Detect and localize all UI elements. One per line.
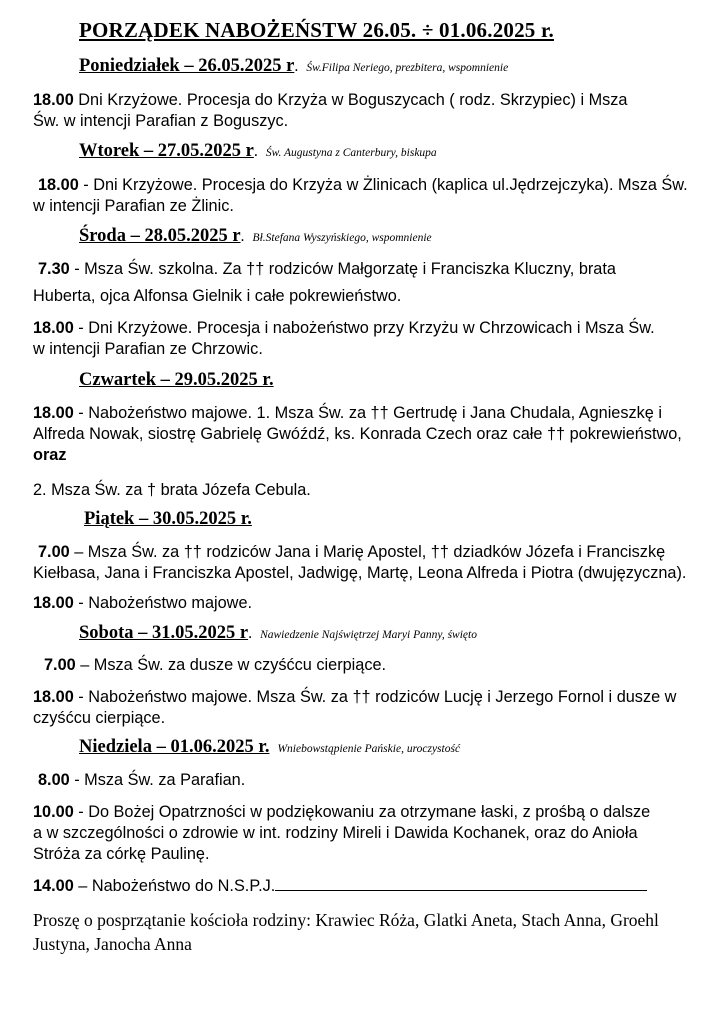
entry-text-line-1: – Nabożeństwo do N.S.P.J. [73,877,276,895]
entry-thursday-second-mass [33,480,693,501]
day-name: Poniedziałek – 26.05.2025 r [79,56,295,76]
day-note: Św.Filipa Neriego, prezbitera, wspomnienie [306,62,509,74]
entry-text-line-1: - Nabożeństwo majowe. Msza Św. za †† rodziców Lucję i Jerzego Fornol i dusze w [73,688,677,706]
day-header-friday [84,509,252,530]
entry-text-line-1: - Msza Św. za Parafian. [69,771,246,789]
entry-text-line-3: oraz [33,446,67,464]
entry-time: 18.00 [33,594,74,612]
entry-text-line-2: czyśćcu cierpiące. [33,709,166,727]
entry-sunday-1000 [33,802,693,865]
entry-text-line-2: Huberta, ojca Alfonsa Gielnik i całe pokrewieństwo. [33,287,402,305]
fill-line [275,876,647,891]
entry-time: 7.00 [38,543,70,561]
entry-wednesday-1800 [33,318,693,360]
entry-text-line-2: a w szczególności o zdrowie w int. rodziny Mireli i Dawida Kochanek, oraz do Anioła [33,824,638,842]
entry-text-line-1: - Nabożeństwo majowe. 1. Msza Św. za †† Gertrudę i Jana Chudala, Agnieszkę i [73,404,662,422]
day-sep: . [294,58,299,75]
entry-monday-1800 [33,90,693,132]
entry-time: 18.00 [33,91,74,109]
entry-tuesday-1800 [33,175,698,217]
entry-text-line-1: - Dni Krzyżowe. Procesja do Krzyża w Żlinicach (kaplica ul.Jędrzejczyka). Msza Św. [78,176,688,194]
entry-time: 18.00 [33,319,74,337]
entry-friday-1800 [33,593,693,614]
entry-time: 18.00 [33,688,74,706]
entry-text-line-1: - Do Bożej Opatrzności w podziękowaniu za otrzymane łaski, z prośbą o dalsze [73,803,651,821]
day-sep: . [240,228,245,245]
page-title: PORZĄDEK NABOŻEŃSTW 26.05. ÷ 01.06.2025 r. [79,18,554,42]
entry-saturday-0700 [44,655,704,676]
entry-friday-0700 [33,542,698,584]
day-note: Św. Augustyna z Canterbury, biskupa [265,147,437,159]
entry-thursday-1800 [33,403,693,466]
cleaning-notice: Proszę o posprzątanie kościoła rodziny: Krawiec Róża, Glatki Aneta, Stach Anna, Groehl Justyna, Janocha Anna [33,910,659,954]
entry-text-line-2: Św. w intencji Parafian z Boguszyc. [33,112,289,130]
day-name: Sobota – 31.05.2025 r [79,623,249,643]
day-header-tuesday [79,141,437,162]
day-name: Niedziela – 01.06.2025 r. [79,737,270,757]
entry-text-line-1: – Msza Św. za †† rodziców Jana i Marię Apostel, †† dziadków Józefa i Franciszkę [69,543,666,561]
entry-time: 18.00 [38,176,79,194]
day-name: Piątek – 30.05.2025 r. [84,509,252,529]
day-header-wednesday [79,226,432,247]
day-note: Nawiedzenie Najświętrzej Maryi Panny, święto [260,629,477,641]
entry-time: 8.00 [38,771,70,789]
entry-time: 18.00 [33,404,74,422]
entry-text-line-2: Alfreda Nowak, siostrę Gabrielę Gwóźdź, ks. Konrada Czech oraz całe †† pokrewieństwo, [33,425,682,443]
entry-time: 10.00 [33,803,74,821]
entry-time: 14.00 [33,877,74,895]
entry-text-line-1: - Msza Św. szkolna. Za †† rodziców Małgorzatę i Franciszka Kluczny, brata [69,260,616,278]
day-header-saturday [79,623,477,644]
entry-sunday-0800 [38,770,698,791]
entry-text-line-1: - Nabożeństwo majowe. [73,594,253,612]
entry-time: 7.00 [44,656,76,674]
entry-text-line-2: Kiełbasa, Jana i Franciszka Apostel, Jadwigę, Martę, Leona Alfreda i Piotra (dwujęzyczna). [33,564,687,582]
entry-text-line-1: – Msza Św. za dusze w czyśćcu cierpiące. [75,656,387,674]
day-sep: . [253,143,258,160]
day-header-sunday [79,737,460,758]
entry-sunday-1400 [33,876,693,897]
entry-time: 7.30 [38,260,70,278]
entry-text-line-3: Stróża za córkę Paulinę. [33,845,210,863]
day-name: Wtorek – 27.05.2025 r [79,141,254,161]
entry-saturday-1800 [33,687,693,729]
entry-text: 2. Msza Św. za † brata Józefa Cebula. [33,481,311,499]
day-sep: . [248,625,253,642]
entry-text-line-2: w intencji Parafian ze Żlinic. [33,197,234,215]
day-name: Środa – 28.05.2025 r [79,226,241,246]
entry-text-line-1: - Dni Krzyżowe. Procesja i nabożeństwo przy Krzyżu w Chrzowicach i Msza Św. [73,319,655,337]
day-header-monday [79,56,508,77]
entry-wednesday-0730-cont [33,286,693,307]
entry-text-line-2: w intencji Parafian ze Chrzowic. [33,340,263,358]
day-header-thursday [79,370,274,391]
entry-wednesday-0730 [38,259,698,280]
entry-text-line-1: Dni Krzyżowe. Procesja do Krzyża w Boguszycach ( rodz. Skrzypiec) i Msza [73,91,628,109]
day-note: Wniebowstąpienie Pańskie, uroczystość [277,743,461,755]
day-note: Bł.Stefana Wyszyńskiego, wspomnienie [252,232,432,244]
day-name: Czwartek – 29.05.2025 r. [79,370,274,390]
